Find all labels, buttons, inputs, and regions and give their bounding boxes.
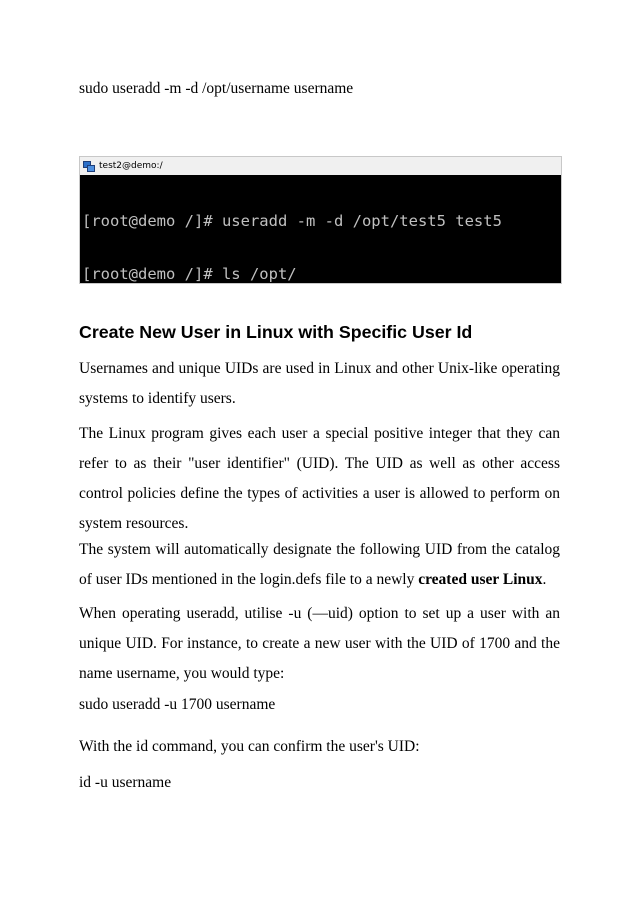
paragraph-auto-uid xyxy=(79,535,560,595)
paragraph-auto-uid-end: . xyxy=(542,571,547,588)
section-heading: Create New User in Linux with Specific User Id xyxy=(79,322,473,342)
putty-icon xyxy=(83,161,94,171)
paragraph-uid-definition: The Linux program gives each user a special positive integer that they can refer to as their "user identifier" (UID). The UID as well as other access control policies define the types of activities a user is allowed to perform on system resources. xyxy=(79,425,560,532)
created-user-linux-link: created user Linux xyxy=(418,571,543,588)
command-useradd-uid: sudo useradd -u 1700 username xyxy=(79,696,276,713)
terminal-line: [root@demo /]# ls /opt/ xyxy=(82,264,297,283)
terminal-titlebar xyxy=(80,157,561,175)
paragraph-uid-option: When operating useradd, utilise -u (—uid) option to set up a user with an unique UID. For instance, to create a new user with the UID of 1700 and the name username, you would type: xyxy=(79,605,560,682)
paragraph-auto-uid-text: The system will automatically designate the following UID from the catalog of user IDs mentioned in the login.defs file to a newly xyxy=(79,541,560,588)
command-id: id -u username xyxy=(79,774,172,791)
paragraph-confirm-uid: With the id command, you can confirm the user's UID: xyxy=(79,738,420,755)
terminal-output xyxy=(80,175,561,284)
terminal-title: test2@demo:/ xyxy=(99,161,163,171)
terminal-screenshot xyxy=(79,156,562,284)
command-useradd-home: sudo useradd -m -d /opt/username username xyxy=(79,80,354,97)
terminal-line: [root@demo /]# useradd -m -d /opt/test5 test5 xyxy=(82,212,502,230)
paragraph-usernames: Usernames and unique UIDs are used in Linux and other Unix-like operating systems to identify users. xyxy=(79,360,560,407)
